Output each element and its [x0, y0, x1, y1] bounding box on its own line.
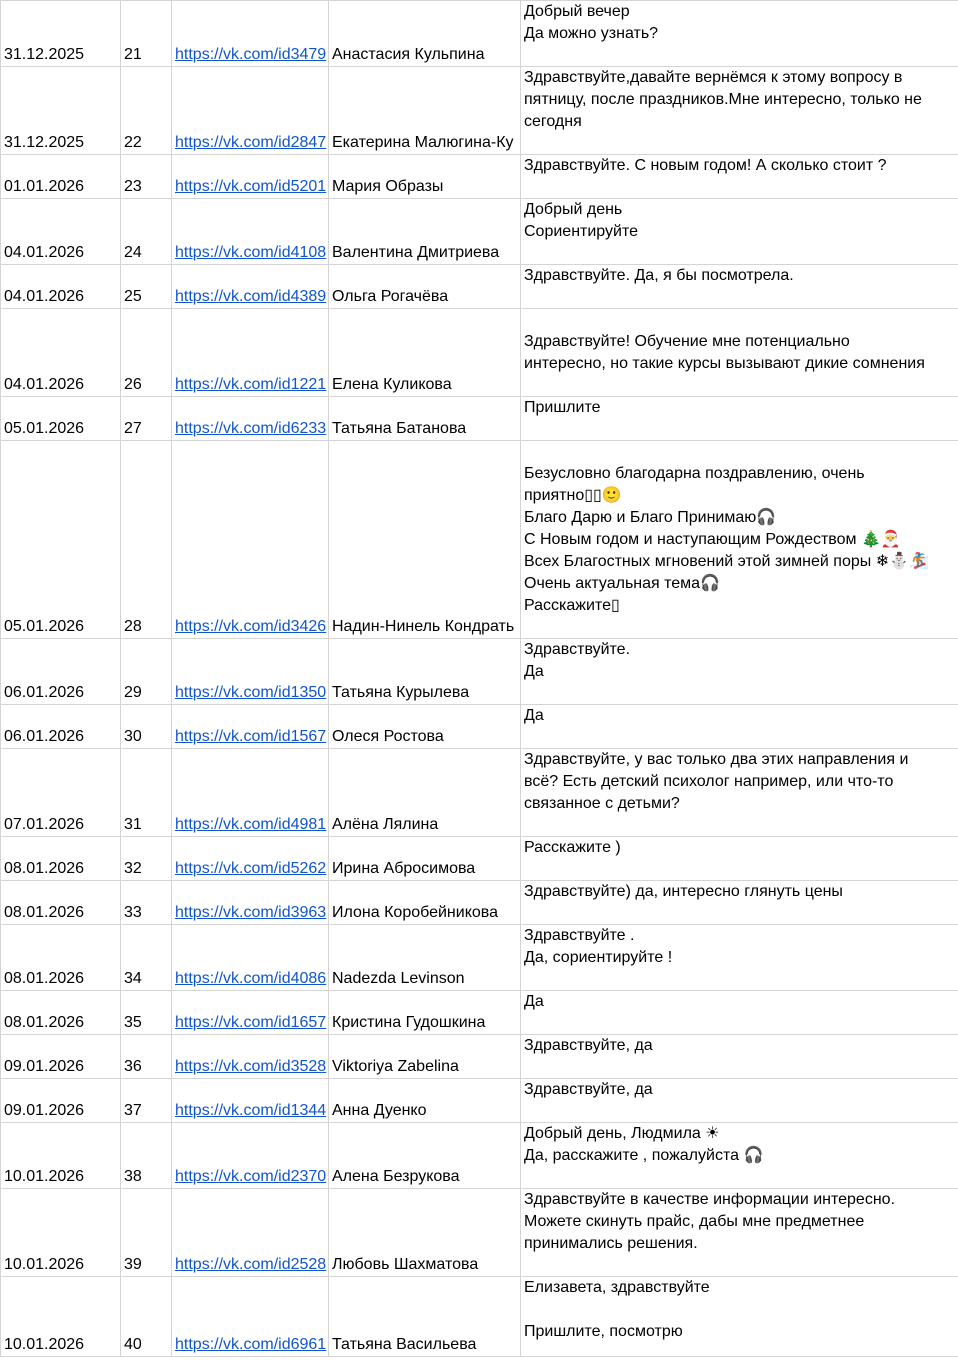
profile-link[interactable]: https://vk.com/id1221 — [175, 376, 327, 393]
table-row — [1, 639, 958, 705]
profile-link[interactable]: https://vk.com/id2847 — [175, 134, 327, 151]
message-cell[interactable]: Расскажите ) — [521, 837, 958, 881]
message-cell[interactable]: Да — [521, 705, 958, 749]
table-row — [1, 199, 958, 265]
profile-link-cell[interactable] — [172, 1123, 329, 1189]
name-cell[interactable]: Елена Куликова — [329, 309, 521, 397]
message-cell[interactable]: Здравствуйте, да — [521, 1079, 958, 1123]
table-row — [1, 1189, 958, 1277]
profile-link[interactable]: https://vk.com/id3963 — [175, 904, 327, 921]
profile-link-cell[interactable] — [172, 397, 329, 441]
name-cell[interactable]: Любовь Шахматова — [329, 1189, 521, 1277]
name-cell[interactable]: Олеся Ростова — [329, 705, 521, 749]
number-cell[interactable]: 38 — [121, 1123, 172, 1189]
profile-link-cell[interactable] — [172, 749, 329, 837]
name-cell[interactable]: Nadezda Levinson — [329, 925, 521, 991]
number-cell[interactable]: 21 — [121, 1, 172, 67]
date-cell[interactable]: 10.01.2026 — [1, 1123, 121, 1189]
number-cell[interactable]: 40 — [121, 1277, 172, 1357]
date-cell[interactable]: 05.01.2026 — [1, 397, 121, 441]
table-row — [1, 1277, 958, 1357]
profile-link-cell[interactable] — [172, 1035, 329, 1079]
profile-link-cell[interactable] — [172, 1277, 329, 1357]
profile-link-cell[interactable] — [172, 1079, 329, 1123]
profile-link[interactable]: https://vk.com/id5201 — [175, 178, 327, 195]
number-cell[interactable]: 30 — [121, 705, 172, 749]
date-cell[interactable]: 31.12.2025 — [1, 1, 121, 67]
name-cell[interactable]: Анна Дуенко — [329, 1079, 521, 1123]
profile-link[interactable]: https://vk.com/id1344 — [175, 1102, 327, 1119]
date-cell[interactable]: 31.12.2025 — [1, 67, 121, 155]
profile-link[interactable]: https://vk.com/id6961 — [175, 1336, 327, 1353]
name-cell[interactable]: Татьяна Курылева — [329, 639, 521, 705]
name-cell[interactable]: Татьяна Батанова — [329, 397, 521, 441]
profile-link-cell[interactable] — [172, 991, 329, 1035]
number-cell[interactable]: 29 — [121, 639, 172, 705]
message-cell[interactable]: Здравствуйте. С новым годом! А сколько стоит ? — [521, 155, 958, 199]
table-row — [1, 397, 958, 441]
number-cell[interactable]: 28 — [121, 441, 172, 639]
profile-link-cell[interactable] — [172, 1, 329, 67]
name-cell[interactable]: Надин-Нинель Кондрать — [329, 441, 521, 639]
date-cell[interactable]: 07.01.2026 — [1, 749, 121, 837]
message-cell[interactable]: Здравствуйте) да, интересно глянуть цены — [521, 881, 958, 925]
number-cell[interactable]: 35 — [121, 991, 172, 1035]
name-cell[interactable]: Ольга Рогачёва — [329, 265, 521, 309]
number-cell[interactable]: 25 — [121, 265, 172, 309]
profile-link-cell[interactable] — [172, 639, 329, 705]
profile-link-cell[interactable] — [172, 441, 329, 639]
number-cell[interactable]: 22 — [121, 67, 172, 155]
date-cell[interactable]: 08.01.2026 — [1, 837, 121, 881]
table-row — [1, 265, 958, 309]
message-cell[interactable]: Здравствуйте, у вас только два этих направления и всё? Есть детский психолог например, или что-то связанное с детьми? — [521, 749, 958, 837]
profile-link[interactable]: https://vk.com/id4981 — [175, 816, 327, 833]
number-cell[interactable]: 23 — [121, 155, 172, 199]
message-cell[interactable]: Здравствуйте . Да, сориентируйте ! — [521, 925, 958, 991]
table-row — [1, 705, 958, 749]
name-cell[interactable]: Анастасия Кульпина — [329, 1, 521, 67]
profile-link-cell[interactable] — [172, 67, 329, 155]
date-cell[interactable]: 05.01.2026 — [1, 441, 121, 639]
date-cell[interactable]: 04.01.2026 — [1, 309, 121, 397]
message-cell[interactable]: Пришлите — [521, 397, 958, 441]
profile-link[interactable]: https://vk.com/id4086 — [175, 970, 327, 987]
date-cell[interactable]: 08.01.2026 — [1, 925, 121, 991]
profile-link[interactable]: https://vk.com/id4108 — [175, 244, 327, 261]
date-cell[interactable]: 04.01.2026 — [1, 199, 121, 265]
name-cell[interactable]: Кристина Гудошкина — [329, 991, 521, 1035]
table-row — [1, 1123, 958, 1189]
message-cell[interactable]: Добрый вечер Да можно узнать? — [521, 1, 958, 67]
table-row — [1, 1, 958, 67]
message-cell[interactable]: Добрый день Сориентируйте — [521, 199, 958, 265]
profile-link[interactable]: https://vk.com/id5262 — [175, 860, 327, 877]
message-cell[interactable]: Здравствуйте в качестве информации интересно. Можете скинуть прайс, дабы мне предметнее принимались решения. — [521, 1189, 958, 1277]
name-cell[interactable]: Татьяна Васильева — [329, 1277, 521, 1357]
profile-link-cell[interactable] — [172, 155, 329, 199]
date-cell[interactable]: 10.01.2026 — [1, 1189, 121, 1277]
number-cell[interactable]: 24 — [121, 199, 172, 265]
profile-link-cell[interactable] — [172, 881, 329, 925]
date-cell[interactable]: 06.01.2026 — [1, 705, 121, 749]
number-cell[interactable]: 36 — [121, 1035, 172, 1079]
profile-link-cell[interactable] — [172, 1189, 329, 1277]
name-cell[interactable]: Viktoriya Zabelina — [329, 1035, 521, 1079]
profile-link[interactable]: https://vk.com/id1657 — [175, 1014, 327, 1031]
table-row — [1, 837, 958, 881]
profile-link-cell[interactable] — [172, 705, 329, 749]
name-cell[interactable]: Илона Коробейникова — [329, 881, 521, 925]
profile-link[interactable]: https://vk.com/id3528 — [175, 1058, 327, 1075]
number-cell[interactable]: 26 — [121, 309, 172, 397]
table-body — [1, 1, 958, 1357]
message-cell[interactable]: Елизавета, здравствуйте Пришлите, посмотрю — [521, 1277, 958, 1357]
number-cell[interactable]: 39 — [121, 1189, 172, 1277]
table-row — [1, 881, 958, 925]
message-cell[interactable]: Добрый день, Людмила ☀ Да, расскажите , пожалуйста 🎧 — [521, 1123, 958, 1189]
profile-link[interactable]: https://vk.com/id1567 — [175, 728, 327, 745]
table-row — [1, 925, 958, 991]
date-cell[interactable]: 09.01.2026 — [1, 1079, 121, 1123]
date-cell[interactable]: 04.01.2026 — [1, 265, 121, 309]
table-row — [1, 1035, 958, 1079]
message-cell[interactable]: Да — [521, 991, 958, 1035]
profile-link[interactable]: https://vk.com/id1350 — [175, 684, 327, 701]
date-cell[interactable]: 01.01.2026 — [1, 155, 121, 199]
table-row — [1, 991, 958, 1035]
message-cell[interactable]: Здравствуйте,давайте вернёмся к этому вопросу в пятницу, после праздников.Мне интересно, только не сегодня — [521, 67, 958, 155]
message-cell[interactable]: Здравствуйте. Да, я бы посмотрела. — [521, 265, 958, 309]
profile-link-cell[interactable] — [172, 837, 329, 881]
profile-link[interactable]: https://vk.com/id4389 — [175, 288, 327, 305]
number-cell[interactable]: 27 — [121, 397, 172, 441]
profile-link-cell[interactable] — [172, 199, 329, 265]
message-cell[interactable]: Здравствуйте. Да — [521, 639, 958, 705]
number-cell[interactable]: 31 — [121, 749, 172, 837]
name-cell[interactable]: Ирина Абросимова — [329, 837, 521, 881]
date-cell[interactable]: 08.01.2026 — [1, 881, 121, 925]
name-cell[interactable]: Екатерина Малюгина-Ку — [329, 67, 521, 155]
profile-link[interactable]: https://vk.com/id3479 — [175, 46, 327, 63]
name-cell[interactable]: Алёна Лялина — [329, 749, 521, 837]
number-cell[interactable]: 37 — [121, 1079, 172, 1123]
number-cell[interactable]: 33 — [121, 881, 172, 925]
profile-link[interactable]: https://vk.com/id2370 — [175, 1168, 327, 1185]
profile-link-cell[interactable] — [172, 309, 329, 397]
profile-link-cell[interactable] — [172, 925, 329, 991]
date-cell[interactable]: 06.01.2026 — [1, 639, 121, 705]
date-cell[interactable]: 08.01.2026 — [1, 991, 121, 1035]
profile-link[interactable]: https://vk.com/id2528 — [175, 1256, 327, 1273]
name-cell[interactable]: Валентина Дмитриева — [329, 199, 521, 265]
name-cell[interactable]: Алена Безрукова — [329, 1123, 521, 1189]
table-row — [1, 749, 958, 837]
table-row — [1, 441, 958, 639]
message-cell[interactable]: Здравствуйте, да — [521, 1035, 958, 1079]
profile-link-cell[interactable] — [172, 265, 329, 309]
date-cell[interactable]: 10.01.2026 — [1, 1277, 121, 1357]
message-cell[interactable]: Здравствуйте! Обучение мне потенциально интересно, но такие курсы вызывают дикие сомнения — [521, 309, 958, 397]
date-cell[interactable]: 09.01.2026 — [1, 1035, 121, 1079]
name-cell[interactable]: Мария Образы — [329, 155, 521, 199]
message-cell[interactable]: Безусловно благодарна поздравлению, очень приятно▯▯🙂 Благо Дарю и Благо Принимаю🎧 С Новым годом и наступающим Рождеством 🎄🎅 Всех Благостных мгновений этой зимней поры ❄⛄🏂 Очень актуальная тема🎧 Расскажите▯ — [521, 441, 958, 639]
profile-link[interactable]: https://vk.com/id3426 — [175, 618, 327, 635]
table-row — [1, 1079, 958, 1123]
number-cell[interactable]: 34 — [121, 925, 172, 991]
table-row — [1, 155, 958, 199]
profile-link[interactable]: https://vk.com/id6233 — [175, 420, 327, 437]
table-row — [1, 309, 958, 397]
number-cell[interactable]: 32 — [121, 837, 172, 881]
table-row — [1, 67, 958, 155]
